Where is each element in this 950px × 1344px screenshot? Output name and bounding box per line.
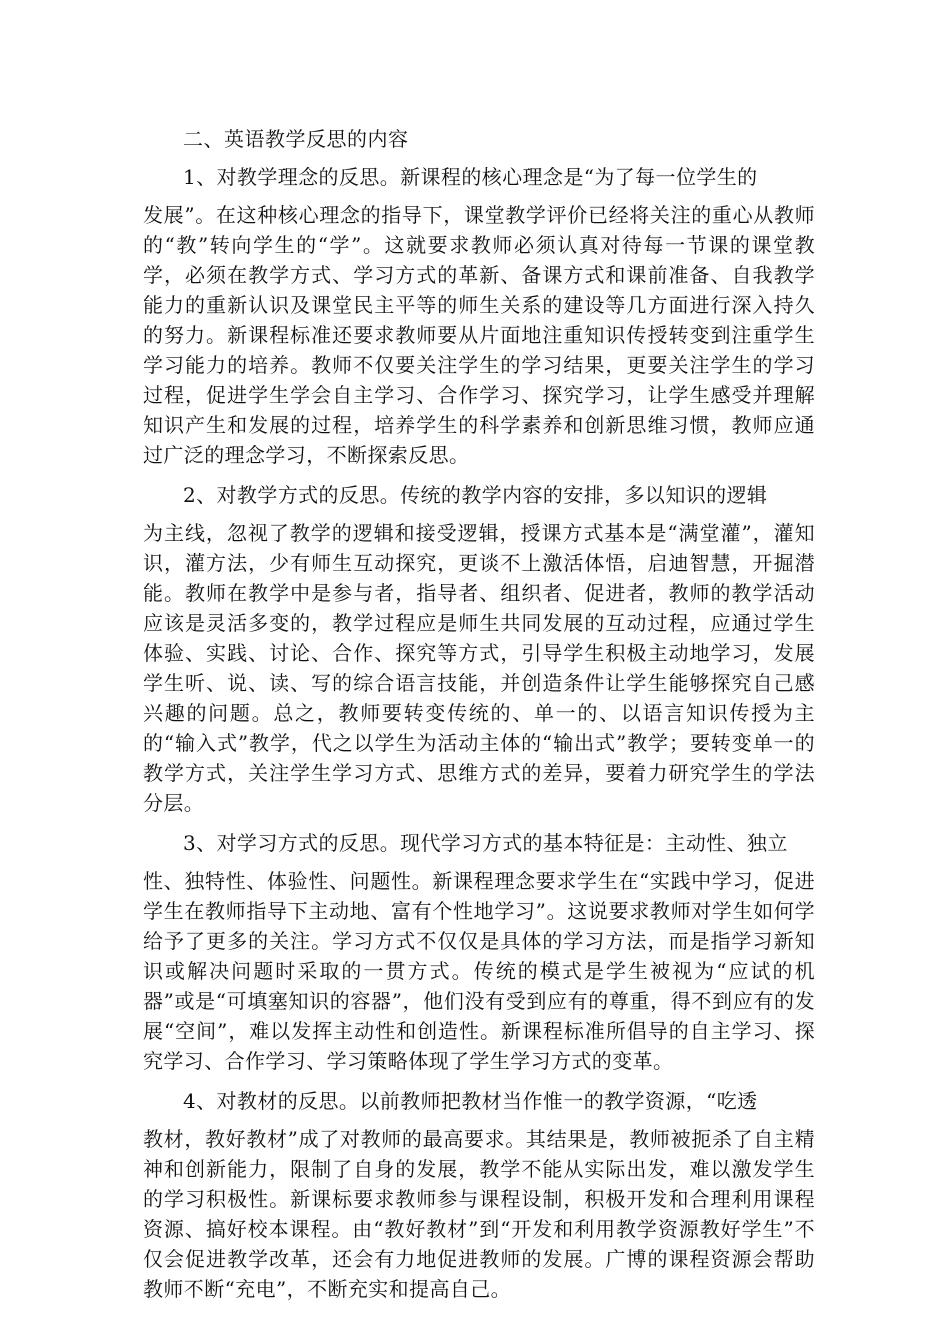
- paragraph-lead: 3、对学习方式的反思。现代学习方式的基本特征是：主动性、独立: [183, 831, 788, 855]
- paragraph-body: 性、独特性、体验性、问题性。新课程理念要求学生在“实践中学习，促进学生在教师指导下主动地、富有个性地学习”。这说要求教师对学生如何学给予了更多的关注。学习方式不仅仅是具体的学习方法，而是指学习新知识或解决问题时采取的一贯方式。传统的模式是学生被视为“应试的机器”或是“可填塞知识的容器”，他们没有受到应有的尊重，得不到应有的发展“空间”，难以发挥主动性和创造性。新课程标准所倡导的自主学习、探究学习、合作学习、学习策略体现了学生学习方式的变革。: [143, 869, 815, 1073]
- paragraph-textbook: [143, 1086, 815, 1304]
- paragraph-body: 为主线，忽视了教学的逻辑和接受逻辑，授课方式基本是“满堂灌”，灌知识，灌方法，少有师生互动探究，更谈不上激活体悟，启迪智慧，开掘潜能。教师在教学中是参与者，指导者、组织者、促进者，教师的教学活动应该是灵活多变的，教学过程应是师生共同发展的互动过程，应通过学生体验、实践、讨论、合作、探究等方式，引导学生积极主动地学习，发展学生听、说、读、写的综合语言技能，并创造条件让学生能够探究自己感兴趣的问题。总之，教师要转变传统的、单一的、以语言知识传授为主的“输入式”教学，代之以学生为活动主体的“输出式”教学；要转变单一的教学方式，关注学生学习方式、思维方式的差异，要着力研究学生的学法分层。: [143, 521, 815, 815]
- paragraph-body: 发展”。在这种核心理念的指导下，课堂教学评价已经将关注的重心从教师的“教”转向学生的“学”。这就要求教师必须认真对待每一节课的课堂教学，必须在教学方式、学习方式的革新、备课方式和课前准备、自我教学能力的重新认识及课堂民主平等的师生关系的建设等几方面进行深入持久的努力。新课程标准还要求教师要从片面地注重知识传授转变到注重学生学习能力的培养。教师不仅要关注学生的学习结果，更要关注学生的学习过程，促进学生学会自主学习、合作学习、探究学习，让学生感受并理解知识产生和发展的过程，培养学生的科学素养和创新思维习惯，教师应通过广泛的理念学习，不断探索反思。: [143, 203, 815, 467]
- paragraph-learning-method: [143, 828, 815, 1076]
- paragraph-teaching-method: [143, 480, 815, 818]
- paragraph-lead: 4、对教材的反思。以前教师把教材当作惟一的教学资源，“吃透: [183, 1089, 758, 1113]
- paragraph-teaching-philosophy: [143, 162, 815, 470]
- paragraph-lead: 2、对教学方式的反思。传统的教学内容的安排，多以知识的逻辑: [183, 483, 768, 507]
- paragraph-body: 教材，教好教材”成了对教师的最高要求。其结果是，教师被扼杀了自主精神和创新能力，限制了自身的发展，教学不能从实际出发，难以激发学生的学习积极性。新课标要求教师参与课程设制，积极开发和合理利用课程资源、搞好校本课程。由“教好教材”到“开发和利用教学资源教好学生”不仅会促进教学改革，还会有力地促进教师的发展。广博的课程资源会帮助教师不断“充电”，不断充实和提高自己。: [143, 1127, 815, 1301]
- section-heading: 二、英语教学反思的内容: [183, 127, 409, 151]
- paragraph-lead: 1、对教学理念的反思。新课程的核心理念是“为了每一位学生的: [183, 165, 758, 189]
- document-body: [143, 124, 815, 1314]
